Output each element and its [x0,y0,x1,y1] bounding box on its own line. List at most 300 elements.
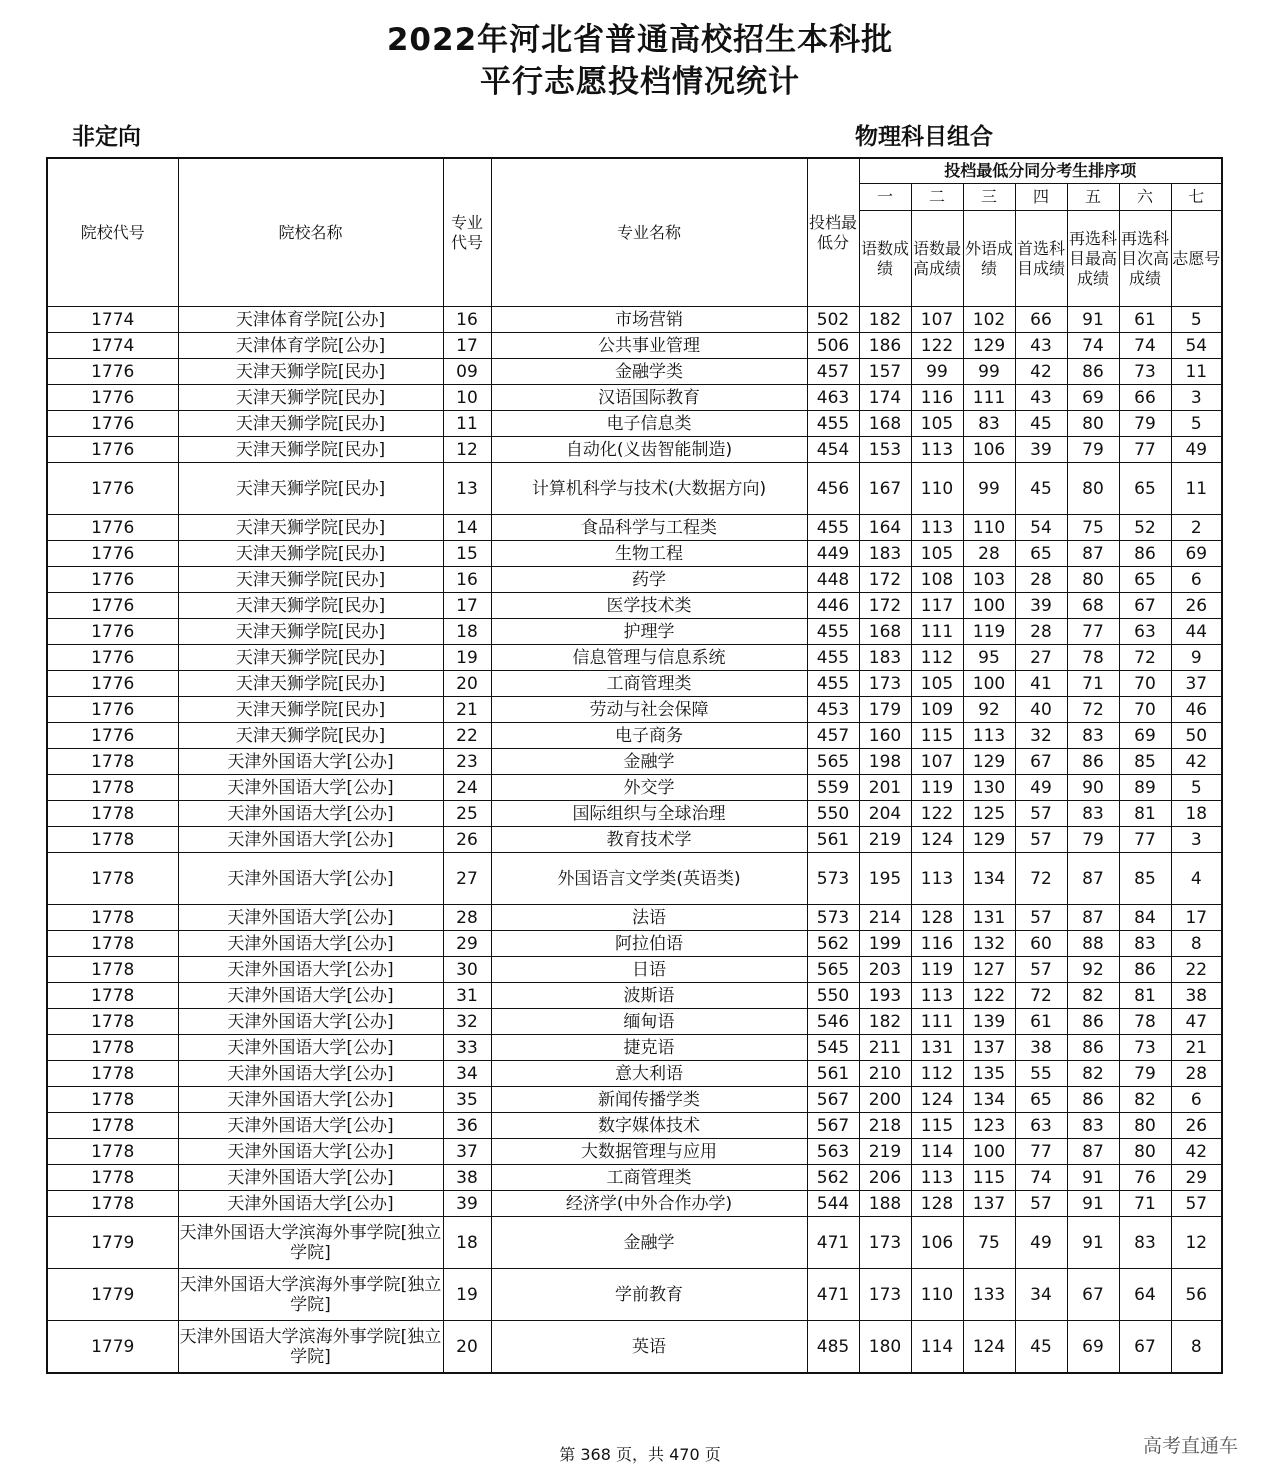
major-code-cell: 27 [443,853,491,905]
table-row [47,1191,1222,1217]
rank7-cell: 28 [1171,1061,1222,1087]
rank1-cell: 219 [859,1139,911,1165]
table-row [47,1269,1222,1321]
rank7-cell: 11 [1171,359,1222,385]
rank2-cell: 107 [911,749,963,775]
min-score-cell: 562 [807,1165,859,1191]
major-name-cell: 学前教育 [491,1269,807,1321]
rank7-cell: 3 [1171,827,1222,853]
rank5-cell: 72 [1067,697,1119,723]
header-rank-number: 六 [1119,184,1171,211]
school-name-cell: 天津体育学院[公办] [178,333,443,359]
rank5-cell: 83 [1067,723,1119,749]
rank4-cell: 57 [1015,1191,1067,1217]
rank3-cell: 130 [963,775,1015,801]
rank7-cell: 26 [1171,593,1222,619]
rank5-cell: 68 [1067,593,1119,619]
rank3-cell: 129 [963,749,1015,775]
rank3-cell: 139 [963,1009,1015,1035]
major-code-cell: 28 [443,905,491,931]
rank6-cell: 70 [1119,697,1171,723]
header-rank-item: 志愿号 [1171,211,1222,307]
major-name-cell: 金融学类 [491,359,807,385]
table-row [47,385,1222,411]
rank7-cell: 3 [1171,385,1222,411]
rank3-cell: 124 [963,1321,1015,1374]
subject-combination-label: 物理科目组合 [855,124,993,150]
school-code-cell: 1776 [47,619,178,645]
rank2-cell: 113 [911,515,963,541]
rank3-cell: 131 [963,905,1015,931]
major-code-cell: 24 [443,775,491,801]
rank3-cell: 95 [963,645,1015,671]
rank7-cell: 57 [1171,1191,1222,1217]
school-name-cell: 天津外国语大学滨海外事学院[独立学院] [178,1217,443,1269]
school-code-cell: 1778 [47,827,178,853]
school-name-cell: 天津外国语大学[公办] [178,1061,443,1087]
school-code-cell: 1778 [47,905,178,931]
major-code-cell: 34 [443,1061,491,1087]
major-name-cell: 信息管理与信息系统 [491,645,807,671]
rank6-cell: 84 [1119,905,1171,931]
major-name-cell: 金融学 [491,1217,807,1269]
rank2-cell: 116 [911,931,963,957]
rank3-cell: 111 [963,385,1015,411]
school-code-cell: 1776 [47,385,178,411]
major-code-cell: 26 [443,827,491,853]
admission-table [46,157,1223,1374]
rank1-cell: 168 [859,619,911,645]
rank4-cell: 40 [1015,697,1067,723]
school-code-cell: 1776 [47,541,178,567]
school-name-cell: 天津外国语大学[公办] [178,957,443,983]
rank1-cell: 203 [859,957,911,983]
rank3-cell: 100 [963,593,1015,619]
rank6-cell: 70 [1119,671,1171,697]
major-name-cell: 护理学 [491,619,807,645]
major-code-cell: 17 [443,593,491,619]
rank3-cell: 110 [963,515,1015,541]
rank2-cell: 119 [911,775,963,801]
major-code-cell: 38 [443,1165,491,1191]
table-row [47,1113,1222,1139]
major-code-cell: 20 [443,1321,491,1374]
school-code-cell: 1774 [47,333,178,359]
rank1-cell: 168 [859,411,911,437]
rank5-cell: 83 [1067,1113,1119,1139]
rank3-cell: 135 [963,1061,1015,1087]
rank4-cell: 63 [1015,1113,1067,1139]
rank7-cell: 8 [1171,931,1222,957]
rank4-cell: 72 [1015,983,1067,1009]
table-row [47,1061,1222,1087]
school-code-cell: 1778 [47,853,178,905]
rank7-cell: 8 [1171,1321,1222,1374]
rank2-cell: 111 [911,619,963,645]
major-code-cell: 37 [443,1139,491,1165]
rank6-cell: 76 [1119,1165,1171,1191]
rank3-cell: 132 [963,931,1015,957]
rank7-cell: 12 [1171,1217,1222,1269]
rank1-cell: 160 [859,723,911,749]
rank4-cell: 42 [1015,359,1067,385]
rank6-cell: 83 [1119,931,1171,957]
min-score-cell: 471 [807,1217,859,1269]
rank7-cell: 5 [1171,775,1222,801]
rank6-cell: 61 [1119,307,1171,333]
rank2-cell: 116 [911,385,963,411]
rank2-cell: 99 [911,359,963,385]
major-code-cell: 22 [443,723,491,749]
rank2-cell: 124 [911,827,963,853]
major-code-cell: 15 [443,541,491,567]
major-name-cell: 新闻传播学类 [491,1087,807,1113]
rank5-cell: 79 [1067,827,1119,853]
rank7-cell: 46 [1171,697,1222,723]
min-score-cell: 559 [807,775,859,801]
rank3-cell: 75 [963,1217,1015,1269]
header-rank-item: 首选科目成绩 [1015,211,1067,307]
rank6-cell: 79 [1119,1061,1171,1087]
rank6-cell: 67 [1119,593,1171,619]
rank3-cell: 113 [963,723,1015,749]
rank2-cell: 115 [911,723,963,749]
rank1-cell: 186 [859,333,911,359]
rank7-cell: 42 [1171,749,1222,775]
rank4-cell: 57 [1015,827,1067,853]
rank1-cell: 198 [859,749,911,775]
table-row [47,1009,1222,1035]
rank7-cell: 42 [1171,1139,1222,1165]
school-code-cell: 1776 [47,697,178,723]
school-name-cell: 天津外国语大学滨海外事学院[独立学院] [178,1321,443,1374]
rank4-cell: 55 [1015,1061,1067,1087]
major-code-cell: 13 [443,463,491,515]
major-name-cell: 计算机科学与技术(大数据方向) [491,463,807,515]
header-school-code: 院校代号 [47,158,178,307]
table-row [47,619,1222,645]
major-name-cell: 金融学 [491,749,807,775]
rank2-cell: 128 [911,1191,963,1217]
watermark: 高考直通车 [1143,1435,1239,1457]
rank3-cell: 129 [963,333,1015,359]
table-row [47,411,1222,437]
rank1-cell: 201 [859,775,911,801]
table-row [47,983,1222,1009]
major-code-cell: 19 [443,645,491,671]
document-title: 2022年河北省普通高校招生本科批 [386,22,894,58]
school-name-cell: 天津天狮学院[民办] [178,359,443,385]
rank1-cell: 188 [859,1191,911,1217]
major-code-cell: 19 [443,1269,491,1321]
major-name-cell: 法语 [491,905,807,931]
major-name-cell: 食品科学与工程类 [491,515,807,541]
rank3-cell: 28 [963,541,1015,567]
rank6-cell: 63 [1119,619,1171,645]
rank7-cell: 69 [1171,541,1222,567]
rank2-cell: 124 [911,1087,963,1113]
table-row [47,957,1222,983]
min-score-cell: 446 [807,593,859,619]
rank3-cell: 102 [963,307,1015,333]
table-row [47,1165,1222,1191]
table-row [47,593,1222,619]
school-code-cell: 1776 [47,645,178,671]
min-score-cell: 567 [807,1087,859,1113]
header-rank-number: 五 [1067,184,1119,211]
min-score-cell: 544 [807,1191,859,1217]
rank2-cell: 113 [911,1165,963,1191]
rank5-cell: 80 [1067,567,1119,593]
rank1-cell: 218 [859,1113,911,1139]
table-row [47,645,1222,671]
rank6-cell: 85 [1119,749,1171,775]
rank6-cell: 89 [1119,775,1171,801]
rank7-cell: 17 [1171,905,1222,931]
table-row [47,1087,1222,1113]
major-name-cell: 波斯语 [491,983,807,1009]
rank5-cell: 90 [1067,775,1119,801]
rank1-cell: 204 [859,801,911,827]
rank2-cell: 111 [911,1009,963,1035]
category-label: 非定向 [72,124,141,150]
header-rank-number: 三 [963,184,1015,211]
header-rank-number: 一 [859,184,911,211]
rank4-cell: 43 [1015,385,1067,411]
major-code-cell: 09 [443,359,491,385]
table-row [47,359,1222,385]
rank5-cell: 82 [1067,1061,1119,1087]
rank1-cell: 211 [859,1035,911,1061]
rank5-cell: 91 [1067,1191,1119,1217]
school-code-cell: 1778 [47,983,178,1009]
table-header [47,158,1222,307]
min-score-cell: 546 [807,1009,859,1035]
school-name-cell: 天津外国语大学[公办] [178,1087,443,1113]
rank1-cell: 180 [859,1321,911,1374]
rank5-cell: 86 [1067,1087,1119,1113]
rank1-cell: 164 [859,515,911,541]
rank7-cell: 22 [1171,957,1222,983]
school-name-cell: 天津天狮学院[民办] [178,463,443,515]
rank3-cell: 92 [963,697,1015,723]
major-code-cell: 21 [443,697,491,723]
rank2-cell: 112 [911,645,963,671]
rank4-cell: 38 [1015,1035,1067,1061]
rank4-cell: 41 [1015,671,1067,697]
rank6-cell: 65 [1119,463,1171,515]
major-name-cell: 自动化(义齿智能制造) [491,437,807,463]
school-name-cell: 天津天狮学院[民办] [178,515,443,541]
rank3-cell: 100 [963,671,1015,697]
header-major-name: 专业名称 [491,158,807,307]
rank5-cell: 91 [1067,1165,1119,1191]
min-score-cell: 565 [807,957,859,983]
rank1-cell: 172 [859,593,911,619]
rank2-cell: 107 [911,307,963,333]
min-score-cell: 565 [807,749,859,775]
major-code-cell: 12 [443,437,491,463]
major-code-cell: 18 [443,1217,491,1269]
major-code-cell: 20 [443,671,491,697]
table-row [47,671,1222,697]
rank3-cell: 99 [963,463,1015,515]
header-min-score: 投档最低分 [807,158,859,307]
rank5-cell: 79 [1067,437,1119,463]
major-name-cell: 外交学 [491,775,807,801]
rank2-cell: 119 [911,957,963,983]
school-code-cell: 1778 [47,801,178,827]
rank4-cell: 57 [1015,957,1067,983]
rank1-cell: 195 [859,853,911,905]
min-score-cell: 449 [807,541,859,567]
rank2-cell: 110 [911,463,963,515]
rank5-cell: 86 [1067,359,1119,385]
rank1-cell: 179 [859,697,911,723]
major-code-cell: 16 [443,567,491,593]
rank4-cell: 34 [1015,1269,1067,1321]
major-code-cell: 36 [443,1113,491,1139]
rank2-cell: 128 [911,905,963,931]
header-ranking-group: 投档最低分同分考生排序项 [859,158,1222,184]
rank3-cell: 106 [963,437,1015,463]
major-name-cell: 大数据管理与应用 [491,1139,807,1165]
rank7-cell: 5 [1171,411,1222,437]
min-score-cell: 502 [807,307,859,333]
school-name-cell: 天津天狮学院[民办] [178,697,443,723]
school-name-cell: 天津天狮学院[民办] [178,645,443,671]
rank5-cell: 69 [1067,1321,1119,1374]
major-name-cell: 汉语国际教育 [491,385,807,411]
school-name-cell: 天津外国语大学[公办] [178,801,443,827]
rank1-cell: 172 [859,567,911,593]
rank6-cell: 73 [1119,359,1171,385]
major-name-cell: 日语 [491,957,807,983]
rank5-cell: 78 [1067,645,1119,671]
rank2-cell: 108 [911,567,963,593]
rank3-cell: 123 [963,1113,1015,1139]
min-score-cell: 561 [807,827,859,853]
major-name-cell: 劳动与社会保障 [491,697,807,723]
table-row [47,697,1222,723]
rank6-cell: 64 [1119,1269,1171,1321]
school-code-cell: 1778 [47,775,178,801]
major-name-cell: 经济学(中外合作办学) [491,1191,807,1217]
rank2-cell: 122 [911,333,963,359]
school-code-cell: 1776 [47,515,178,541]
rank4-cell: 45 [1015,463,1067,515]
school-name-cell: 天津外国语大学[公办] [178,853,443,905]
school-code-cell: 1776 [47,359,178,385]
min-score-cell: 455 [807,671,859,697]
rank7-cell: 6 [1171,567,1222,593]
rank1-cell: 199 [859,931,911,957]
table-row [47,931,1222,957]
rank2-cell: 122 [911,801,963,827]
rank7-cell: 44 [1171,619,1222,645]
rank5-cell: 87 [1067,541,1119,567]
rank4-cell: 43 [1015,333,1067,359]
rank1-cell: 173 [859,671,911,697]
school-name-cell: 天津天狮学院[民办] [178,619,443,645]
rank3-cell: 129 [963,827,1015,853]
school-name-cell: 天津外国语大学[公办] [178,1009,443,1035]
rank6-cell: 67 [1119,1321,1171,1374]
major-name-cell: 国际组织与全球治理 [491,801,807,827]
rank6-cell: 66 [1119,385,1171,411]
major-code-cell: 30 [443,957,491,983]
school-name-cell: 天津外国语大学[公办] [178,931,443,957]
rank4-cell: 57 [1015,905,1067,931]
rank3-cell: 119 [963,619,1015,645]
school-code-cell: 1774 [47,307,178,333]
table-row [47,1139,1222,1165]
major-name-cell: 教育技术学 [491,827,807,853]
rank3-cell: 137 [963,1191,1015,1217]
school-code-cell: 1778 [47,1191,178,1217]
table-row [47,827,1222,853]
rank6-cell: 71 [1119,1191,1171,1217]
rank3-cell: 134 [963,1087,1015,1113]
school-code-cell: 1778 [47,931,178,957]
school-code-cell: 1776 [47,723,178,749]
major-code-cell: 16 [443,307,491,333]
major-code-cell: 29 [443,931,491,957]
header-rank-number: 四 [1015,184,1067,211]
rank6-cell: 79 [1119,411,1171,437]
min-score-cell: 456 [807,463,859,515]
major-code-cell: 10 [443,385,491,411]
rank5-cell: 75 [1067,515,1119,541]
rank3-cell: 137 [963,1035,1015,1061]
rank4-cell: 72 [1015,853,1067,905]
table-row [47,567,1222,593]
major-code-cell: 39 [443,1191,491,1217]
min-score-cell: 550 [807,801,859,827]
rank7-cell: 38 [1171,983,1222,1009]
rank7-cell: 47 [1171,1009,1222,1035]
rank6-cell: 52 [1119,515,1171,541]
min-score-cell: 545 [807,1035,859,1061]
major-name-cell: 英语 [491,1321,807,1374]
school-name-cell: 天津外国语大学[公办] [178,983,443,1009]
school-code-cell: 1776 [47,437,178,463]
school-name-cell: 天津外国语大学[公办] [178,1191,443,1217]
major-name-cell: 阿拉伯语 [491,931,807,957]
rank6-cell: 81 [1119,983,1171,1009]
school-name-cell: 天津外国语大学[公办] [178,905,443,931]
rank7-cell: 26 [1171,1113,1222,1139]
rank4-cell: 49 [1015,775,1067,801]
rank5-cell: 87 [1067,905,1119,931]
rank4-cell: 61 [1015,1009,1067,1035]
min-score-cell: 455 [807,411,859,437]
rank2-cell: 105 [911,671,963,697]
rank6-cell: 78 [1119,1009,1171,1035]
school-code-cell: 1779 [47,1321,178,1374]
major-code-cell: 35 [443,1087,491,1113]
page-footer: 第 368 页，共 470 页 [559,1445,721,1464]
school-code-cell: 1776 [47,463,178,515]
school-name-cell: 天津天狮学院[民办] [178,671,443,697]
school-code-cell: 1778 [47,1165,178,1191]
rank5-cell: 83 [1067,801,1119,827]
major-code-cell: 25 [443,801,491,827]
major-name-cell: 公共事业管理 [491,333,807,359]
major-name-cell: 药学 [491,567,807,593]
min-score-cell: 485 [807,1321,859,1374]
school-code-cell: 1778 [47,1139,178,1165]
